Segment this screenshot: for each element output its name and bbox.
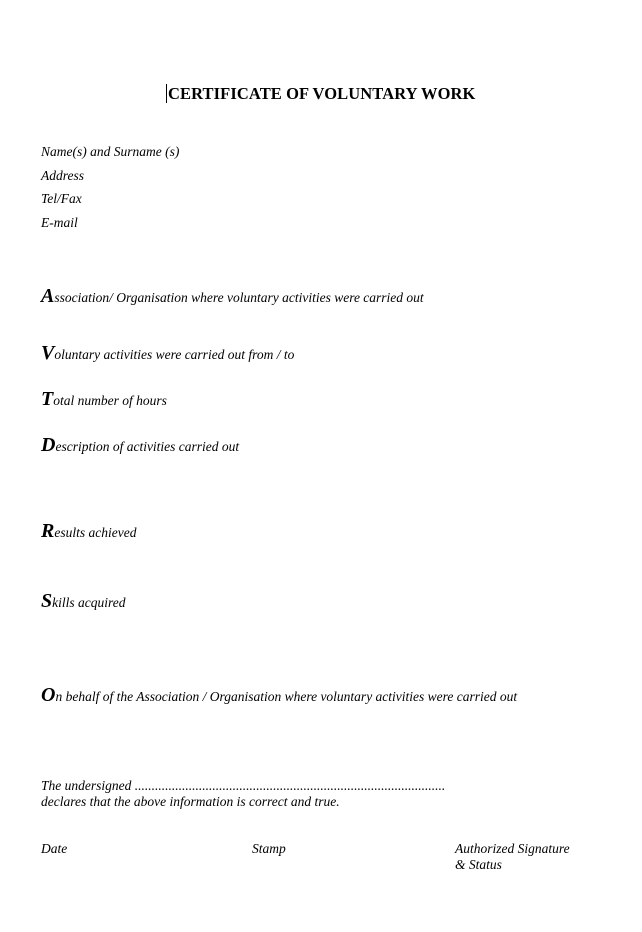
signature-block — [455, 841, 570, 873]
stamp-label: Stamp — [252, 841, 286, 856]
section-description — [41, 434, 239, 457]
section-label: ssociation/ Organisation where voluntary activities were carried out — [54, 290, 424, 305]
text-cursor — [166, 84, 167, 103]
status-label: & Status — [455, 857, 502, 872]
section-results — [41, 520, 136, 543]
field-name-label: Name(s) and Surname (s) — [41, 144, 180, 159]
section-initial: R — [41, 520, 55, 542]
section-on-behalf — [41, 684, 517, 707]
section-initial: V — [41, 342, 55, 364]
declaration-line-1: The undersigned ............................................................................................ — [41, 778, 446, 793]
section-label: escription of activities carried out — [55, 439, 240, 454]
section-initial: A — [41, 285, 55, 307]
field-address-label: Address — [41, 168, 84, 183]
signature-label: Authorized Signature — [455, 841, 570, 856]
section-label: esults achieved — [54, 525, 137, 540]
section-label: kills acquired — [52, 595, 126, 610]
section-initial: D — [41, 434, 56, 456]
page-title: CERTIFICATE OF VOLUNTARY WORK — [168, 84, 476, 103]
section-initial: S — [41, 590, 53, 612]
field-telfax-label: Tel/Fax — [41, 191, 82, 206]
section-label: oluntary activities were carried out from / to — [54, 347, 295, 362]
date-label: Date — [41, 841, 68, 856]
section-association — [41, 285, 424, 308]
section-label: otal number of hours — [53, 393, 167, 408]
section-initial: T — [41, 388, 54, 410]
field-email-label: E-mail — [41, 215, 78, 230]
section-label: n behalf of the Association / Organisation where voluntary activities were carried out — [55, 689, 518, 704]
section-total-hours — [41, 388, 167, 411]
section-voluntary-period — [41, 342, 294, 365]
section-skills — [41, 590, 126, 613]
section-initial: O — [41, 684, 56, 706]
declaration-line-2: declares that the above information is correct and true. — [41, 794, 340, 809]
